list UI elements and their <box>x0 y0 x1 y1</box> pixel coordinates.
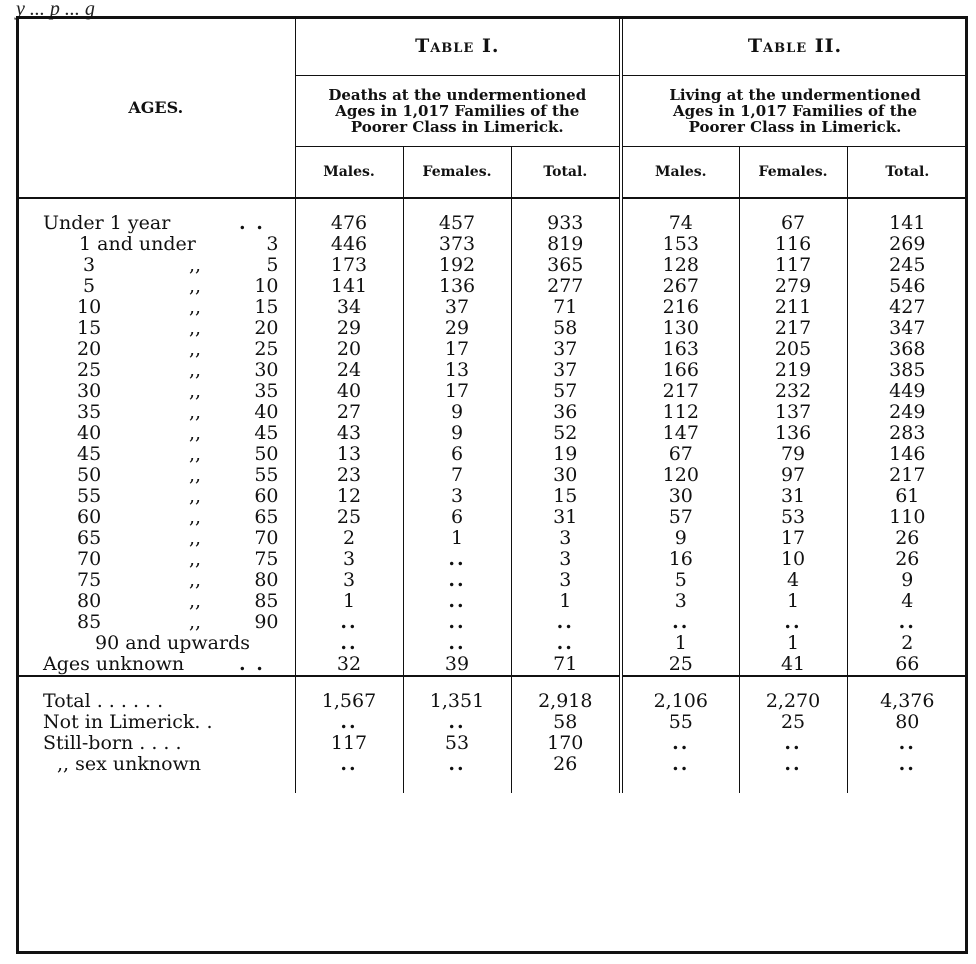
age-label <box>17 276 295 297</box>
cell-t1-males: 32 <box>295 654 403 676</box>
table-row <box>17 297 967 318</box>
table-row <box>17 381 967 402</box>
age-label <box>17 234 295 255</box>
table2-desc-line-3: Poorer Class in Limerick. <box>688 118 902 136</box>
cell-t2-females: 79 <box>739 444 847 465</box>
cell-t2-females: 17 <box>739 528 847 549</box>
age-label-ditto: ,, <box>189 401 202 423</box>
cell-t2-total: 26 <box>847 549 967 570</box>
summary-label <box>17 691 295 712</box>
age-label-end: 10 <box>254 275 279 297</box>
ledger-table <box>17 17 967 793</box>
ages-header: AGES. <box>17 17 295 198</box>
cell-t2-males: 9 <box>621 528 739 549</box>
age-label <box>17 402 295 423</box>
age-label-ditto: ,, <box>189 443 202 465</box>
cell-t2-females: 4 <box>739 570 847 591</box>
age-label-start: Under 1 year <box>43 212 171 234</box>
cell-t2-females: 31 <box>739 486 847 507</box>
cell-t1-males: .. <box>295 612 403 633</box>
cell-t2-females: 1 <box>739 591 847 612</box>
summary-t1-females: 1,351 <box>403 691 511 712</box>
age-label <box>17 297 295 318</box>
cell-t1-males: 20 <box>295 339 403 360</box>
cell-t2-females: 211 <box>739 297 847 318</box>
cell-t2-total: 427 <box>847 297 967 318</box>
summary-t2-males: 55 <box>621 712 739 733</box>
cell-t1-females: .. <box>403 570 511 591</box>
age-label-end: 20 <box>254 317 279 339</box>
cell-t1-total: 1 <box>511 591 621 612</box>
age-label-start: Ages unknown <box>43 653 185 675</box>
cell-t2-females: 279 <box>739 276 847 297</box>
cell-t2-total: .. <box>847 612 967 633</box>
table-row <box>17 528 967 549</box>
table-row <box>17 213 967 234</box>
cell-t2-total: 217 <box>847 465 967 486</box>
cell-t1-total: 3 <box>511 549 621 570</box>
table2-description <box>621 76 967 147</box>
table-row <box>17 486 967 507</box>
cell-t2-total: 9 <box>847 570 967 591</box>
age-label-end: 40 <box>254 401 279 423</box>
cell-t1-males: 2 <box>295 528 403 549</box>
cell-t2-total: 2 <box>847 633 967 654</box>
age-label <box>17 486 295 507</box>
age-label <box>17 591 295 612</box>
cell-t2-males: 130 <box>621 318 739 339</box>
table2-desc-line-1: Living at the undermentioned <box>669 86 921 104</box>
table-row <box>17 612 967 633</box>
summary-t1-males: 117 <box>295 733 403 754</box>
age-label-end: 70 <box>254 527 279 549</box>
table1-desc-line-2: Ages in 1,017 Families of the <box>335 102 580 120</box>
summary-t1-females: .. <box>403 712 511 733</box>
summary-t2-total: .. <box>847 733 967 754</box>
cell-t1-males: 24 <box>295 360 403 381</box>
table-row <box>17 591 967 612</box>
summary-t2-males: .. <box>621 733 739 754</box>
cell-t1-total: 819 <box>511 234 621 255</box>
age-label-ditto: ,, <box>189 506 202 528</box>
age-label-end: 35 <box>254 380 279 402</box>
cell-t2-males: .. <box>621 612 739 633</box>
summary-label <box>17 712 295 733</box>
cell-t1-females: .. <box>403 633 511 654</box>
col-t1-total: Total. <box>511 147 621 199</box>
cell-t2-males: 217 <box>621 381 739 402</box>
cell-t2-females: 219 <box>739 360 847 381</box>
cell-t1-females: 373 <box>403 234 511 255</box>
age-label-start: 35 <box>77 401 102 423</box>
cell-t1-males: 13 <box>295 444 403 465</box>
cell-t1-females: 7 <box>403 465 511 486</box>
cell-t1-males: 27 <box>295 402 403 423</box>
summary-t2-males: .. <box>621 754 739 775</box>
cell-t1-females: 39 <box>403 654 511 676</box>
summary-label <box>17 754 295 775</box>
cell-t2-females: 97 <box>739 465 847 486</box>
table-row <box>17 255 967 276</box>
cell-t2-total: 110 <box>847 507 967 528</box>
age-label-start: 40 <box>77 422 102 444</box>
age-label <box>17 213 295 234</box>
age-label <box>17 360 295 381</box>
table-row <box>17 276 967 297</box>
cell-t1-total: 71 <box>511 654 621 676</box>
age-label-start: 80 <box>77 590 102 612</box>
age-label-end: 25 <box>254 338 279 360</box>
cell-t1-females: 6 <box>403 444 511 465</box>
age-label-ditto: ,, <box>189 611 202 633</box>
col-t2-males: Males. <box>621 147 739 199</box>
summary-t1-total: 2,918 <box>511 691 621 712</box>
cell-t2-females: 10 <box>739 549 847 570</box>
age-label-start: 10 <box>77 296 102 318</box>
age-label <box>17 339 295 360</box>
cell-t1-males: 29 <box>295 318 403 339</box>
cell-t2-total: 368 <box>847 339 967 360</box>
age-label-ditto: ,, <box>189 317 202 339</box>
cell-t2-males: 25 <box>621 654 739 676</box>
cell-t1-males: 3 <box>295 549 403 570</box>
cell-t1-total: 52 <box>511 423 621 444</box>
age-label <box>17 318 295 339</box>
summary-label-text: Still-born . . . . <box>43 732 182 754</box>
cell-t2-females: 232 <box>739 381 847 402</box>
age-label-start: 30 <box>77 380 102 402</box>
cell-t1-females: 457 <box>403 213 511 234</box>
col-t1-males: Males. <box>295 147 403 199</box>
cell-t1-males: 12 <box>295 486 403 507</box>
cell-t1-females: 3 <box>403 486 511 507</box>
cell-t1-females: 17 <box>403 381 511 402</box>
cell-t1-total: 365 <box>511 255 621 276</box>
cell-t1-females: 136 <box>403 276 511 297</box>
cell-t1-total: 57 <box>511 381 621 402</box>
cell-t1-females: .. <box>403 549 511 570</box>
cell-t2-males: 128 <box>621 255 739 276</box>
summary-row <box>17 754 967 775</box>
cell-t1-females: 192 <box>403 255 511 276</box>
cell-t1-total: 19 <box>511 444 621 465</box>
col-t1-females: Females. <box>403 147 511 199</box>
age-label-start: 50 <box>77 464 102 486</box>
cell-t2-males: 16 <box>621 549 739 570</box>
age-label <box>17 381 295 402</box>
cell-t1-males: 446 <box>295 234 403 255</box>
summary-t1-total: 170 <box>511 733 621 754</box>
age-label-start: 70 <box>77 548 102 570</box>
cell-t2-males: 1 <box>621 633 739 654</box>
age-label-start: 15 <box>77 317 102 339</box>
age-label-ditto: ,, <box>189 527 202 549</box>
table-row <box>17 633 967 654</box>
summary-label-text: ,, sex unknown <box>57 753 202 775</box>
age-label <box>17 528 295 549</box>
age-label-start: 25 <box>77 359 102 381</box>
col-t2-total: Total. <box>847 147 967 199</box>
table-row <box>17 318 967 339</box>
age-label-start: 60 <box>77 506 102 528</box>
cell-t2-males: 74 <box>621 213 739 234</box>
cell-t2-total: 4 <box>847 591 967 612</box>
age-label-ditto: ,, <box>189 275 202 297</box>
cell-t2-total: 449 <box>847 381 967 402</box>
cell-t2-males: 147 <box>621 423 739 444</box>
age-label-end: 80 <box>254 569 279 591</box>
age-label-ditto: ,, <box>189 548 202 570</box>
cell-t1-females: 17 <box>403 339 511 360</box>
age-label-ditto: ,, <box>189 359 202 381</box>
age-label-end: 85 <box>254 590 279 612</box>
cell-t1-males: 23 <box>295 465 403 486</box>
cell-t2-males: 112 <box>621 402 739 423</box>
cell-t2-total: 66 <box>847 654 967 676</box>
cell-t2-females: 137 <box>739 402 847 423</box>
cell-t2-males: 216 <box>621 297 739 318</box>
cell-t2-females: 217 <box>739 318 847 339</box>
age-label <box>17 444 295 465</box>
cell-t1-total: 37 <box>511 339 621 360</box>
cell-t2-total: 61 <box>847 486 967 507</box>
age-label <box>17 633 295 654</box>
age-label-start: 90 and upwards <box>95 632 250 654</box>
cell-t2-females: 116 <box>739 234 847 255</box>
cell-t1-total: 58 <box>511 318 621 339</box>
cell-t2-males: 57 <box>621 507 739 528</box>
summary-label <box>17 733 295 754</box>
table-row <box>17 360 967 381</box>
summary-rows <box>17 691 967 793</box>
table-row <box>17 465 967 486</box>
summary-t1-males: .. <box>295 712 403 733</box>
age-label-start: 55 <box>77 485 102 507</box>
summary-t1-males: .. <box>295 754 403 775</box>
summary-t1-total: 58 <box>511 712 621 733</box>
table-row <box>17 549 967 570</box>
summary-t2-total: 4,376 <box>847 691 967 712</box>
cell-t2-females: 67 <box>739 213 847 234</box>
cell-t2-males: 153 <box>621 234 739 255</box>
summary-t2-males: 2,106 <box>621 691 739 712</box>
age-label-end: 60 <box>254 485 279 507</box>
summary-t2-females: 25 <box>739 712 847 733</box>
cell-t2-females: 205 <box>739 339 847 360</box>
table-row <box>17 444 967 465</box>
cell-t2-total: 347 <box>847 318 967 339</box>
cell-t2-females: 53 <box>739 507 847 528</box>
summary-row <box>17 733 967 754</box>
cell-t2-females: 1 <box>739 633 847 654</box>
cell-t2-total: 269 <box>847 234 967 255</box>
age-label-start: 45 <box>77 443 102 465</box>
cell-t2-total: 146 <box>847 444 967 465</box>
summary-t1-males: 1,567 <box>295 691 403 712</box>
cell-t1-total: 71 <box>511 297 621 318</box>
age-label-start: 75 <box>77 569 102 591</box>
age-label-ditto: ,, <box>189 485 202 507</box>
age-label <box>17 255 295 276</box>
age-label-ditto: ,, <box>189 254 202 276</box>
cell-t2-males: 30 <box>621 486 739 507</box>
age-label-start: 20 <box>77 338 102 360</box>
summary-row <box>17 691 967 712</box>
cell-t1-total: .. <box>511 612 621 633</box>
table2-desc-line-2: Ages in 1,017 Families of the <box>672 102 918 120</box>
cell-t1-males: 3 <box>295 570 403 591</box>
age-label-start: 3 <box>83 254 96 276</box>
summary-t1-total: 26 <box>511 754 621 775</box>
cell-t1-males: 25 <box>295 507 403 528</box>
age-label <box>17 654 295 676</box>
cell-t2-females: 117 <box>739 255 847 276</box>
age-label-ditto: . . <box>239 212 265 234</box>
cell-t1-females: 1 <box>403 528 511 549</box>
cell-t1-total: 36 <box>511 402 621 423</box>
cell-t1-total: 3 <box>511 528 621 549</box>
age-label-end: 90 <box>254 611 279 633</box>
cell-t2-total: 26 <box>847 528 967 549</box>
age-label-ditto: ,, <box>189 569 202 591</box>
cell-t2-total: 141 <box>847 213 967 234</box>
cell-t1-total: 37 <box>511 360 621 381</box>
cell-t1-total: .. <box>511 633 621 654</box>
table1-title: Table I. <box>295 17 621 76</box>
summary-t2-females: 2,270 <box>739 691 847 712</box>
summary-label-text: Total . . . . . . <box>43 690 164 712</box>
col-t2-females: Females. <box>739 147 847 199</box>
cell-t1-total: 3 <box>511 570 621 591</box>
cell-t1-females: .. <box>403 591 511 612</box>
age-label <box>17 612 295 633</box>
age-label <box>17 507 295 528</box>
cell-t2-males: 67 <box>621 444 739 465</box>
table-row <box>17 423 967 444</box>
cell-t1-total: 31 <box>511 507 621 528</box>
summary-t2-total: 80 <box>847 712 967 733</box>
cell-t2-total: 385 <box>847 360 967 381</box>
cell-t1-males: 43 <box>295 423 403 444</box>
cell-t2-total: 245 <box>847 255 967 276</box>
cell-t2-males: 267 <box>621 276 739 297</box>
cell-t1-males: 34 <box>295 297 403 318</box>
cell-t1-males: 476 <box>295 213 403 234</box>
age-label-ditto: ,, <box>189 464 202 486</box>
top-caption-fragment: y ... p ... g <box>16 0 95 20</box>
cell-t1-females: 6 <box>403 507 511 528</box>
age-label-end: 5 <box>266 254 279 276</box>
cell-t1-females: 29 <box>403 318 511 339</box>
age-label-end: 45 <box>254 422 279 444</box>
cell-t2-females: 136 <box>739 423 847 444</box>
summary-t1-females: 53 <box>403 733 511 754</box>
age-label-end: 55 <box>254 464 279 486</box>
age-label-start: 5 <box>83 275 96 297</box>
summary-t1-females: .. <box>403 754 511 775</box>
cell-t1-females: 37 <box>403 297 511 318</box>
cell-t1-males: 173 <box>295 255 403 276</box>
age-label-ditto: . . <box>239 653 265 675</box>
table-row <box>17 507 967 528</box>
age-label-end: 30 <box>254 359 279 381</box>
cell-t1-females: 9 <box>403 423 511 444</box>
cell-t2-females: .. <box>739 612 847 633</box>
summary-t2-total: .. <box>847 754 967 775</box>
age-label-ditto: ,, <box>189 422 202 444</box>
cell-t1-females: .. <box>403 612 511 633</box>
age-rows <box>17 198 967 691</box>
cell-t1-males: 1 <box>295 591 403 612</box>
table1-desc-line-1: Deaths at the undermentioned <box>328 86 587 104</box>
age-label-ditto: ,, <box>189 590 202 612</box>
table-row <box>17 234 967 255</box>
table2-title: Table II. <box>621 17 967 76</box>
cell-t2-males: 5 <box>621 570 739 591</box>
age-label-end: 75 <box>254 548 279 570</box>
age-label-ditto: ,, <box>189 380 202 402</box>
cell-t1-total: 15 <box>511 486 621 507</box>
age-label-end: 65 <box>254 506 279 528</box>
cell-t1-total: 30 <box>511 465 621 486</box>
cell-t2-females: 41 <box>739 654 847 676</box>
cell-t1-females: 9 <box>403 402 511 423</box>
cell-t1-females: 13 <box>403 360 511 381</box>
cell-t2-males: 166 <box>621 360 739 381</box>
summary-t2-females: .. <box>739 733 847 754</box>
age-label <box>17 549 295 570</box>
summary-t2-females: .. <box>739 754 847 775</box>
cell-t2-total: 249 <box>847 402 967 423</box>
age-label <box>17 423 295 444</box>
table1-description <box>295 76 621 147</box>
age-label-start: 1 and under <box>79 233 196 255</box>
cell-t2-total: 283 <box>847 423 967 444</box>
cell-t1-males: 40 <box>295 381 403 402</box>
age-label-ditto: ,, <box>189 338 202 360</box>
cell-t2-males: 163 <box>621 339 739 360</box>
table-row <box>17 654 967 676</box>
age-label-ditto: ,, <box>189 296 202 318</box>
cell-t2-males: 3 <box>621 591 739 612</box>
age-label <box>17 570 295 591</box>
cell-t1-total: 277 <box>511 276 621 297</box>
age-label-start: 65 <box>77 527 102 549</box>
table-row <box>17 570 967 591</box>
age-label-end: 15 <box>254 296 279 318</box>
cell-t1-total: 933 <box>511 213 621 234</box>
cell-t1-males: .. <box>295 633 403 654</box>
summary-row <box>17 712 967 733</box>
cell-t2-total: 546 <box>847 276 967 297</box>
age-label-end: 3 <box>266 233 279 255</box>
age-label-start: 85 <box>77 611 102 633</box>
age-label <box>17 465 295 486</box>
cell-t1-males: 141 <box>295 276 403 297</box>
table-row <box>17 402 967 423</box>
summary-label-text: Not in Limerick. . <box>43 711 213 733</box>
cell-t2-males: 120 <box>621 465 739 486</box>
table1-desc-line-3: Poorer Class in Limerick. <box>350 118 564 136</box>
table-row <box>17 339 967 360</box>
age-label-end: 50 <box>254 443 279 465</box>
